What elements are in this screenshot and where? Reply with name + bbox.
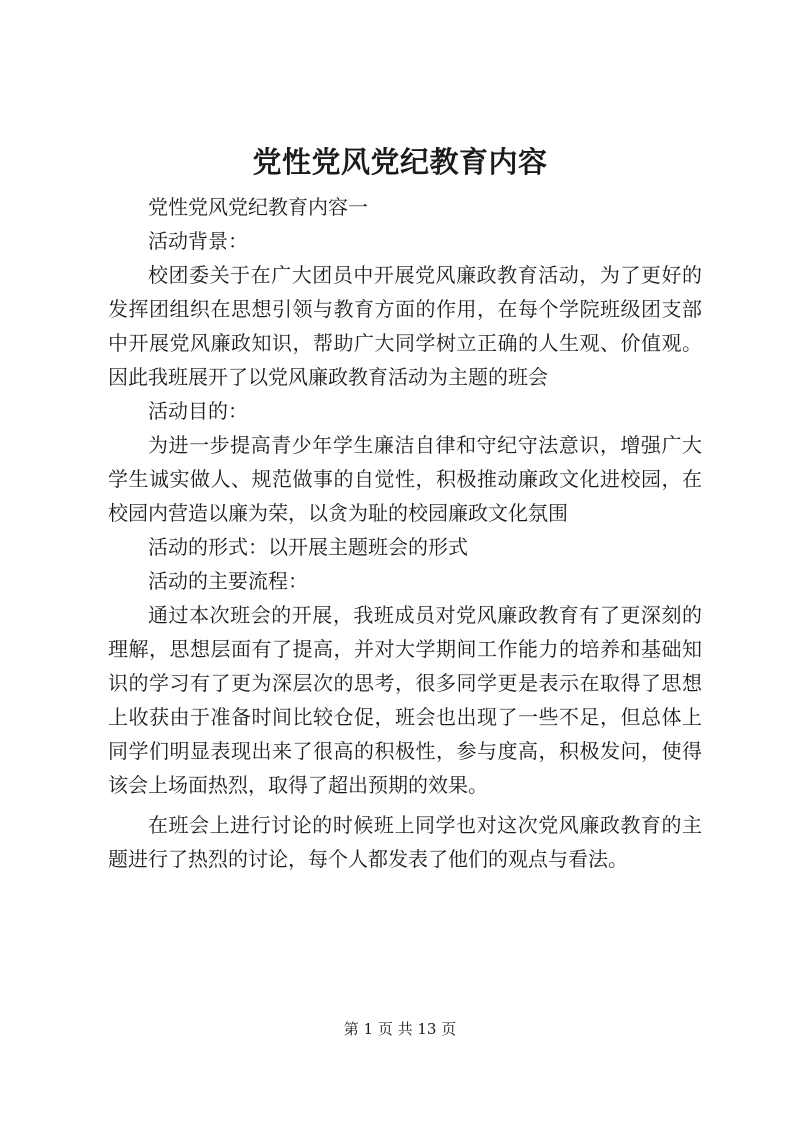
paragraph-heading-process: 活动的主要流程： — [148, 569, 308, 593]
paragraph-discussion: 在班会上进行讨论的时候班上同学也对这次党风廉政教育的主题进行了热烈的讨论，每个人都发表了他们的观点与看法。 — [108, 813, 702, 871]
paragraph-form: 活动的形式：以开展主题班会的形式 — [148, 535, 468, 559]
paragraph-heading-purpose: 活动目的： — [148, 399, 248, 423]
paragraph-heading-background: 活动背景： — [148, 229, 248, 253]
page-number-footer: 第 1 页 共 13 页 — [343, 1020, 457, 1038]
document-body — [108, 190, 702, 876]
paragraph-subtitle: 党性党风党纪教育内容一 — [148, 195, 368, 219]
paragraph-purpose: 为进一步提高青少年学生廉洁自律和守纪守法意识，增强广大学生诚实做人、规范做事的自觉性，积极推动廉政文化进校园，在校园内营造以廉为荣，以贪为耻的校园廉政文化氛围 — [108, 433, 702, 525]
paragraph-process: 通过本次班会的开展，我班成员对党风廉政教育有了更深刻的理解，思想层面有了提高，并对大学期间工作能力的培养和基础知识的学习有了更为深层次的思考，很多同学更是表示在取得了思想上收获由于准备时间比较仓促，班会也出现了一些不足，但总体上同学们明显表现出来了很高的积极性，参与度高，积极发问，使得该会上场面热烈，取得了超出预期的效果。 — [108, 603, 702, 797]
paragraph-background: 校团委关于在广大团员中开展党风廉政教育活动，为了更好的发挥团组织在思想引领与教育方面的作用，在每个学院班级团支部中开展党风廉政知识，帮助广大同学树立正确的人生观、价值观。因此我班展开了以党风廉政教育活动为主题的班会 — [108, 263, 702, 389]
document-title: 党性党风党纪教育内容 — [252, 145, 548, 179]
